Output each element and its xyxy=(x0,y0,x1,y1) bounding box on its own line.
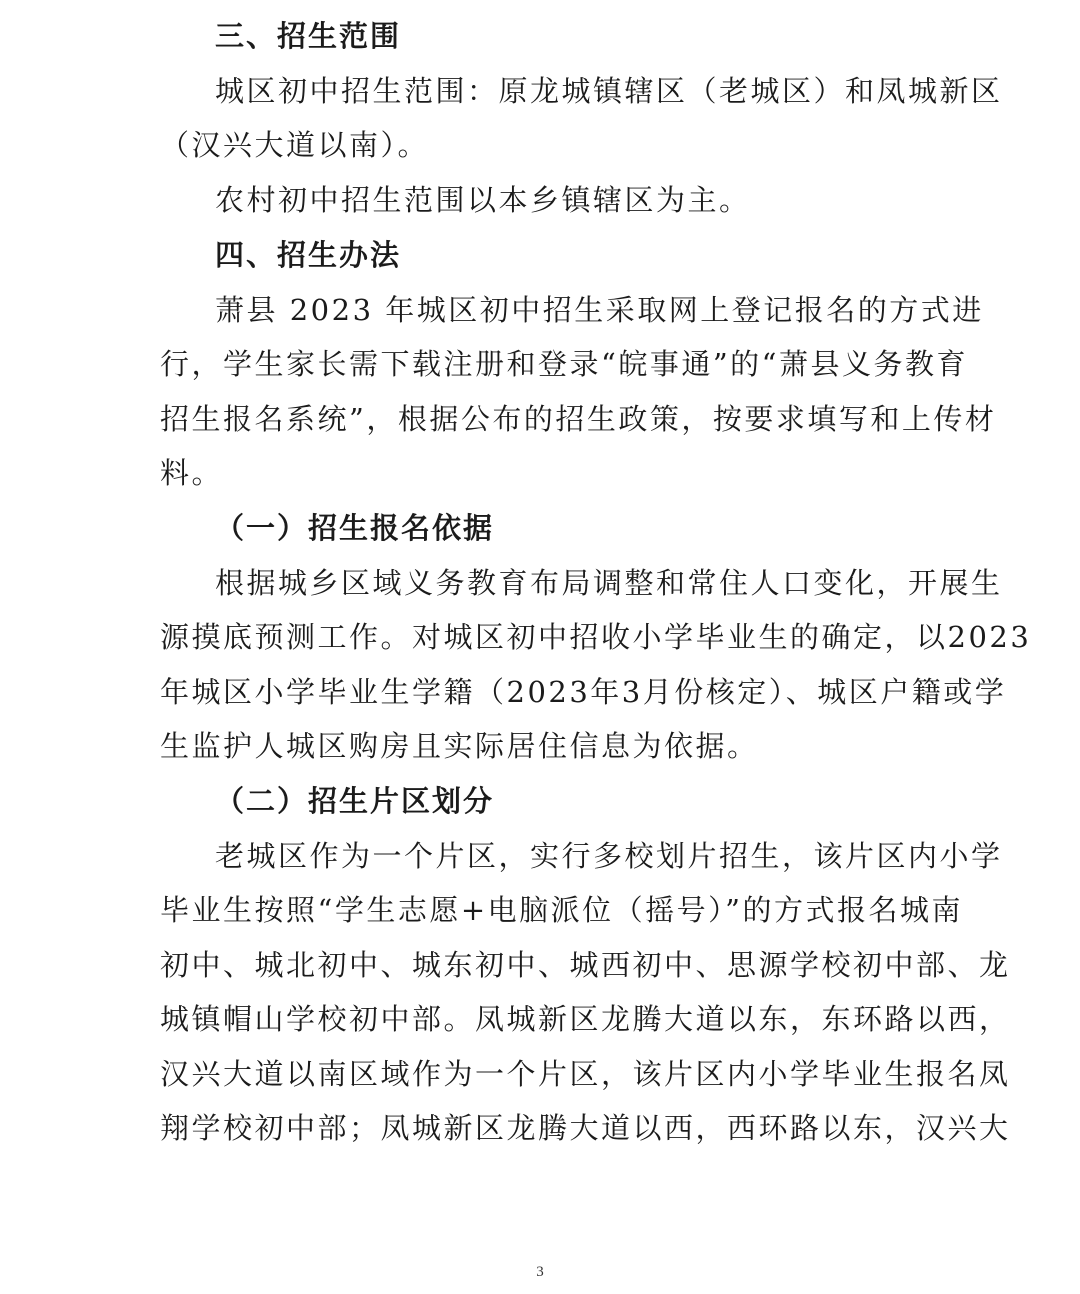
page-number: 3 xyxy=(536,1264,544,1280)
paragraph-line: 汉兴大道以南区域作为一个片区，该片区内小学毕业生报名凤 xyxy=(160,1057,1011,1091)
paragraph-line: 料。 xyxy=(160,456,224,490)
paragraph-line: 老城区作为一个片区，实行多校划片招生，该片区内小学 xyxy=(215,839,1003,873)
section-4-heading: 四、招生办法 xyxy=(215,238,402,272)
paragraph-line: 根据城乡区域义务教育布局调整和常住人口变化，开展生 xyxy=(215,566,1003,600)
paragraph-line: 招生报名系统”，根据公布的招生政策，按要求填写和上传材 xyxy=(160,402,997,436)
paragraph-line: 行，学生家长需下载注册和登录“皖事通”的“萧县义务教育 xyxy=(160,347,968,381)
paragraph-line: 初中、城北初中、城东初中、城西初中、思源学校初中部、龙 xyxy=(160,948,1011,982)
subsection-2-heading: （二）招生片区划分 xyxy=(215,784,495,818)
subsection-1-heading: （一）招生报名依据 xyxy=(215,511,495,545)
paragraph-line: 城区初中招生范围：原龙城镇辖区（老城区）和凤城新区 xyxy=(215,74,1003,108)
paragraph-line: 生监护人城区购房且实际居住信息为依据。 xyxy=(160,729,759,763)
paragraph-line: 萧县 2023 年城区初中招生采取网上登记报名的方式进 xyxy=(215,293,984,327)
paragraph-line: 翔学校初中部；凤城新区龙腾大道以西，西环路以东，汉兴大 xyxy=(160,1111,1011,1145)
paragraph-line: 毕业生按照“学生志愿+电脑派位（摇号）”的方式报名城南 xyxy=(160,893,963,927)
paragraph-line: 源摸底预测工作。对城区初中招收小学毕业生的确定，以2023 xyxy=(160,620,1032,654)
paragraph-line: 年城区小学毕业生学籍（2023年3月份核定）、城区户籍或学 xyxy=(160,675,1007,709)
paragraph-line: 城镇帽山学校初中部。凤城新区龙腾大道以东，东环路以西， xyxy=(160,1002,1011,1036)
section-3-heading: 三、招生范围 xyxy=(215,19,402,53)
paragraph-line: 农村初中招生范围以本乡镇辖区为主。 xyxy=(215,183,751,217)
paragraph-line: （汉兴大道以南）。 xyxy=(160,128,430,162)
